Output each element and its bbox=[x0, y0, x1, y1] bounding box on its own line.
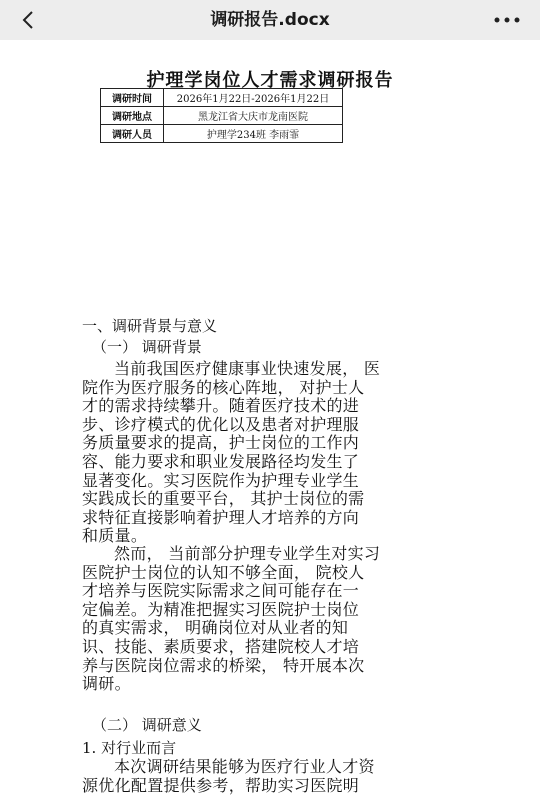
text-line: 实践成长的重要平台， 其护士岗位的需 bbox=[82, 489, 365, 509]
report-title: 护理学岗位人才需求调研报告 bbox=[146, 70, 394, 91]
table-cell-value: 黑龙江省大庆市龙南医院 bbox=[164, 107, 343, 125]
subsection-heading: （二） 调研意义 bbox=[92, 716, 202, 734]
table-cell-value: 2026年1月22日-2026年1月22日 bbox=[164, 89, 343, 107]
text-line: 医院护士岗位的认知不够全面， 院校人 bbox=[82, 562, 365, 582]
table-row bbox=[101, 107, 343, 125]
more-options-button[interactable] bbox=[492, 6, 522, 34]
paragraph-gap bbox=[82, 545, 462, 694]
table-cell-label: 调研时间 bbox=[101, 89, 164, 107]
paragraph-background bbox=[82, 360, 462, 546]
table-cell-label: 调研地点 bbox=[101, 107, 164, 125]
text-line: 然而， 当前部分护理专业学生对实习 bbox=[114, 544, 381, 563]
paragraph-industry bbox=[82, 758, 462, 795]
text-line: 求特征直接影响着护理人才培养的方向 bbox=[82, 507, 360, 527]
text-line: 源优化配置提供参考，帮助实习医院明 bbox=[82, 775, 360, 795]
text-line: 才培养与医院实际需求之间可能存在一 bbox=[82, 581, 360, 601]
text-line: 院作为医疗服务的核心阵地， 对护士人 bbox=[82, 377, 365, 397]
text-line: 和质量。 bbox=[82, 526, 148, 546]
text-line: 识、技能、素质要求，搭建院校人才培 bbox=[82, 636, 360, 656]
more-dots-icon bbox=[494, 17, 520, 23]
text-line: 步、诊疗模式的优化以及患者对护理服 bbox=[82, 414, 360, 434]
point-heading: 1. 对行业而言 bbox=[82, 739, 177, 757]
text-line: 务质量要求的提高，护士岗位的工作内 bbox=[82, 433, 360, 453]
table-cell-label: 调研人员 bbox=[101, 125, 164, 143]
text-line: 才的需求持续攀升。随着医疗技术的进 bbox=[82, 396, 360, 416]
text-line: 当前我国医疗健康事业快速发展， 医 bbox=[114, 359, 381, 378]
table-row bbox=[101, 125, 343, 143]
text-line: 容、能力要求和职业发展路径均发生了 bbox=[82, 451, 360, 471]
document-page[interactable] bbox=[0, 40, 540, 795]
subsection-heading: （一） 调研背景 bbox=[92, 338, 202, 356]
table-cell-value: 护理学234班 李雨霏 bbox=[164, 125, 343, 143]
section-heading: 一、调研背景与意义 bbox=[82, 317, 218, 335]
text-line: 本次调研结果能够为医疗行业人才资 bbox=[114, 757, 375, 776]
text-line: 养与医院岗位需求的桥梁， 特开展本次 bbox=[82, 655, 365, 675]
text-line: 定偏差。为精准把握实习医院护士岗位 bbox=[82, 599, 360, 619]
document-title: 调研报告.docx bbox=[210, 10, 330, 30]
text-line: 的真实需求， 明确岗位对从业者的知 bbox=[82, 618, 349, 638]
top-navigation-bar bbox=[0, 0, 540, 40]
text-line: 显著变化。实习医院作为护理专业学生 bbox=[82, 470, 360, 490]
table-row bbox=[101, 89, 343, 107]
text-line: 调研。 bbox=[82, 674, 131, 694]
info-table bbox=[100, 88, 343, 143]
